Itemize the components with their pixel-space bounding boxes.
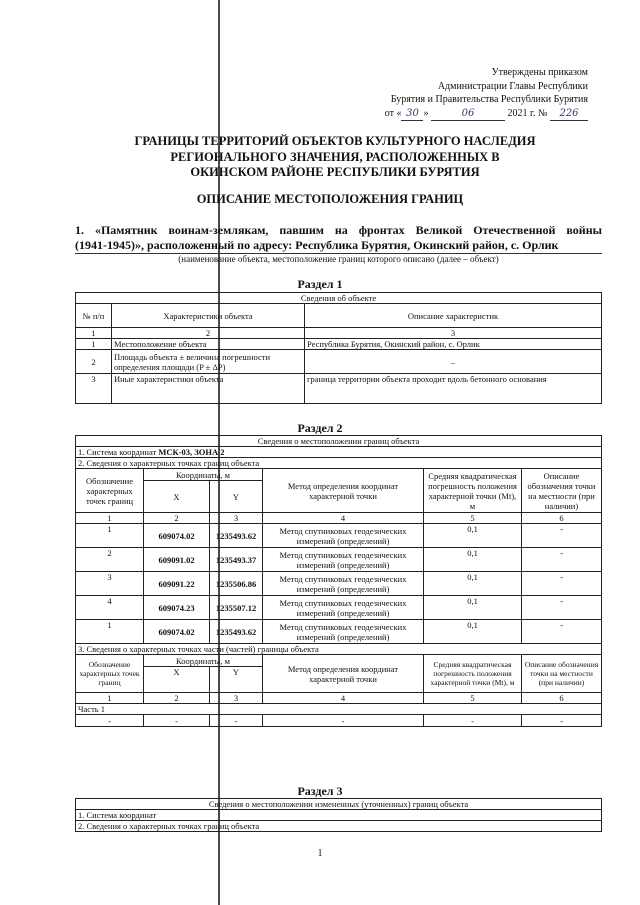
section3-row: 2. Сведения о характерных точках границ объекта <box>76 821 602 832</box>
col-index: 1 <box>76 513 144 524</box>
approval-block <box>385 66 588 121</box>
section3-row: 1. Система координат <box>76 810 602 821</box>
col-index: 3 <box>210 693 263 704</box>
col-index: 6 <box>522 693 602 704</box>
col-index: 5 <box>424 513 522 524</box>
page-number: 1 <box>317 848 323 859</box>
table-row: 2 Площадь объекта ± величина погрешности определения площади (P ± ΔP) – <box>76 350 602 374</box>
col-index: 1 <box>76 693 144 704</box>
col-header: Характеристики объекта <box>112 304 305 328</box>
col-header: Описание характеристик <box>305 304 602 328</box>
table-row: 2 609091.02 1235493.37 Метод спутниковых геодезических измерений (определений) 0,1 - <box>76 548 602 572</box>
col-header: Метод определения координат характерной точки <box>263 469 424 513</box>
col-header: Метод определения координат характерной точки <box>263 655 424 693</box>
table-row: 3 Иные характеристики объекта граница территории объекта проходит вдоль бетонного основания <box>76 374 602 404</box>
col-index: 5 <box>424 693 522 704</box>
approval-line: Утверждены приказом <box>491 67 588 78</box>
object-name: 1. «Памятник воинам-землякам, павшим на фронтах Великой Отечественной войны (1941-1945)», расположенный по адресу: Республика Бурятия, Окинский район, с. Орлик <box>75 223 602 252</box>
section2-title: Раздел 2 <box>297 421 343 435</box>
table-row: - - - - - - <box>76 715 602 727</box>
col-index: 2 <box>144 693 210 704</box>
col-index: 3 <box>305 328 602 339</box>
table-row: 1 609074.02 1235493.62 Метод спутниковых геодезических измерений (определений) 0,1 - <box>76 620 602 644</box>
table-row: 4 609074.23 1235507.12 Метод спутниковых геодезических измерений (определений) 0,1 - <box>76 596 602 620</box>
section1-title: Раздел 1 <box>297 277 343 291</box>
col-header: Средняя квадратическая погрешность положения характерной точки (Mt), м <box>424 469 522 513</box>
col-index: 1 <box>76 328 112 339</box>
document-title: ГРАНИЦЫ ТЕРРИТОРИЙ ОБЪЕКТОВ КУЛЬТУРНОГО НАСЛЕДИЯ РЕГИОНАЛЬНОГО ЗНАЧЕНИЯ, РАСПОЛОЖЕННЫХ В ОКИНСКОМ РАЙОНЕ РЕСПУБЛИКИ БУРЯТИЯ <box>134 134 536 179</box>
coord-system-row: 1. Система координат МСК-03, ЗОНА 2 <box>76 447 602 458</box>
col-header: X <box>144 667 210 693</box>
col-index: 2 <box>144 513 210 524</box>
col-index: 4 <box>263 513 424 524</box>
col-index: 2 <box>112 328 305 339</box>
col-header: Обозначение характерных точек границ <box>76 469 144 513</box>
points-caption: 2. Сведения о характерных точках границ объекта <box>76 458 602 469</box>
section2-caption: Сведения о местоположении границ объекта <box>76 436 602 447</box>
col-index: 6 <box>522 513 602 524</box>
col-index: 4 <box>263 693 424 704</box>
col-header: Координаты, м <box>144 469 263 481</box>
col-header: Y <box>210 667 263 693</box>
table-row: 1 609074.02 1235493.62 Метод спутниковых геодезических измерений (определений) 0,1 - <box>76 524 602 548</box>
approval-day: 30 <box>401 107 423 122</box>
col-header: Описание обозначения точки на местности (при наличии) <box>522 655 602 693</box>
table-row: 3 609091.22 1235506.86 Метод спутниковых геодезических измерений (определений) 0,1 - <box>76 572 602 596</box>
col-header: Y <box>210 481 263 513</box>
approval-line: Администрации Главы Республики <box>437 80 588 92</box>
approval-month: 06 <box>431 107 505 122</box>
section3-table <box>75 798 602 832</box>
table-row: 1 Местоположение объекта Республика Бурятия, Окинский район, с. Орлик <box>76 339 602 350</box>
col-header: Координаты, м <box>144 655 263 667</box>
part-label: Часть 1 <box>76 704 602 715</box>
col-header: Обозначение характерных точек границ <box>76 655 144 693</box>
object-note: (наименование объекта, местоположение границ которого описано (далее – объект) <box>178 254 499 264</box>
col-index: 3 <box>210 513 263 524</box>
part-points-caption: 3. Сведения о характерных точках части (частей) границы объекта <box>76 644 602 655</box>
approval-date-line: от « 30 » 06 2021 г. № 226 <box>385 107 588 122</box>
col-header: X <box>144 481 210 513</box>
section2-table <box>75 435 602 727</box>
section3-caption: Сведения о местоположении измененных (уточненных) границ объекта <box>76 799 602 810</box>
col-header: Средняя квадратическая погрешность положения характерной точки (Mt), м <box>424 655 522 693</box>
coord-system-value: МСК-03, ЗОНА 2 <box>158 447 225 457</box>
section1-table <box>75 292 602 404</box>
document-subtitle: ОПИСАНИЕ МЕСТОПОЛОЖЕНИЯ ГРАНИЦ <box>196 192 464 206</box>
approval-line: Бурятия и Правительства Республики Бурятия <box>390 94 588 105</box>
section1-caption: Сведения об объекте <box>76 293 602 304</box>
approval-number: 226 <box>550 107 588 122</box>
section3-title: Раздел 3 <box>297 784 343 798</box>
col-header: № п/п <box>76 304 112 328</box>
col-header: Описание обозначения точки на местности (при наличии) <box>522 469 602 513</box>
